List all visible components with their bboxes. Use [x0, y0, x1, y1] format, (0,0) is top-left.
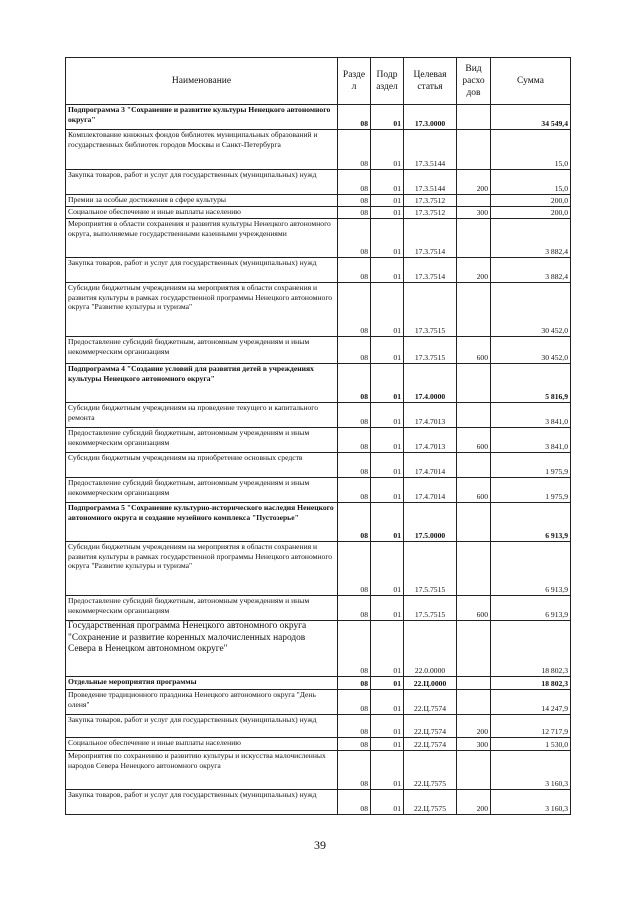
cell-target-article: 22.Ц.0000: [404, 677, 457, 690]
cell-sum: 6 913,9: [491, 542, 571, 596]
table-row: [66, 790, 571, 815]
cell-subsection: 01: [371, 542, 404, 596]
cell-subsection: 01: [371, 596, 404, 621]
cell-sum: 30 452,0: [491, 337, 571, 364]
table-row: [66, 503, 571, 542]
header-expense-kind: Вид расхо дов: [457, 58, 491, 105]
cell-sum: 12 717,9: [491, 715, 571, 738]
cell-subsection: 01: [371, 364, 404, 403]
cell-name: Государственная программа Ненецкого автономного округа "Сохранение и развитие коренных малочисленных народов Севера в Ненецком автономном округе": [66, 621, 338, 677]
cell-sum: 3 882,4: [491, 219, 571, 258]
cell-sum: 1 975,9: [491, 453, 571, 478]
header-name: Наименование: [66, 58, 338, 105]
table-row: [66, 195, 571, 207]
cell-subsection: 01: [371, 790, 404, 815]
cell-target-article: 17.3.5144: [404, 130, 457, 170]
cell-section: 08: [338, 403, 371, 428]
cell-subsection: 01: [371, 715, 404, 738]
cell-subsection: 01: [371, 621, 404, 677]
cell-sum: 14 247,9: [491, 690, 571, 715]
cell-sum: 1 975,9: [491, 478, 571, 503]
cell-target-article: 17.5.7515: [404, 542, 457, 596]
cell-subsection: 01: [371, 337, 404, 364]
cell-subsection: 01: [371, 105, 404, 130]
cell-section: 08: [338, 428, 371, 453]
cell-expense-kind: 600: [457, 478, 491, 503]
table-row: [66, 130, 571, 170]
table-row: [66, 542, 571, 596]
cell-section: 08: [338, 542, 371, 596]
cell-target-article: 17.3.0000: [404, 105, 457, 130]
table-row: [66, 478, 571, 503]
cell-expense-kind: [457, 542, 491, 596]
cell-name: Мероприятия по сохранению и развитию культуры и искусства малочисленных народов Севера Ненецкого автономного округа: [66, 751, 338, 790]
cell-section: 08: [338, 364, 371, 403]
cell-expense-kind: 600: [457, 596, 491, 621]
cell-name: Субсидии бюджетным учреждениям на приобретение основных средств: [66, 453, 338, 478]
cell-target-article: 17.3.7514: [404, 258, 457, 283]
cell-section: 08: [338, 207, 371, 219]
cell-section: 08: [338, 715, 371, 738]
table-row: [66, 677, 571, 690]
cell-target-article: 17.4.7014: [404, 478, 457, 503]
cell-target-article: 17.4.7014: [404, 453, 457, 478]
cell-target-article: 17.3.5144: [404, 170, 457, 195]
cell-subsection: 01: [371, 428, 404, 453]
cell-sum: 15,0: [491, 130, 571, 170]
cell-subsection: 01: [371, 453, 404, 478]
cell-subsection: 01: [371, 207, 404, 219]
cell-subsection: 01: [371, 478, 404, 503]
table-row: [66, 428, 571, 453]
cell-expense-kind: [457, 751, 491, 790]
cell-name: Мероприятия в области сохранения и развития культуры Ненецкого автономного округа, выполняемые государственными казенными учреждениями: [66, 219, 338, 258]
cell-subsection: 01: [371, 403, 404, 428]
header-target-article: Целевая статья: [404, 58, 457, 105]
cell-sum: 3 160,3: [491, 790, 571, 815]
cell-name: Премии за особые достижения в сфере культуры: [66, 195, 338, 207]
cell-target-article: 22.Ц.7575: [404, 751, 457, 790]
table-body: [66, 105, 571, 815]
cell-section: 08: [338, 621, 371, 677]
cell-name: Закупка товаров, работ и услуг для государственных (муниципальных) нужд: [66, 715, 338, 738]
cell-section: 08: [338, 195, 371, 207]
table-row: [66, 403, 571, 428]
budget-table-container: [65, 57, 571, 815]
cell-subsection: 01: [371, 219, 404, 258]
table-row: [66, 283, 571, 337]
cell-subsection: 01: [371, 258, 404, 283]
cell-expense-kind: [457, 105, 491, 130]
cell-section: 08: [338, 596, 371, 621]
cell-section: 08: [338, 790, 371, 815]
cell-sum: 200,0: [491, 207, 571, 219]
cell-name: Предоставление субсидий бюджетным, автономным учреждениям и иным некоммерческим организациям: [66, 596, 338, 621]
table-row: [66, 738, 571, 751]
cell-name: Социальное обеспечение и иные выплаты населению: [66, 207, 338, 219]
cell-sum: 6 913,9: [491, 596, 571, 621]
header-subsection: Подр аздел: [371, 58, 404, 105]
cell-target-article: 17.4.0000: [404, 364, 457, 403]
cell-sum: 200,0: [491, 195, 571, 207]
cell-expense-kind: [457, 195, 491, 207]
cell-section: 08: [338, 283, 371, 337]
cell-target-article: 22.Ц.7574: [404, 738, 457, 751]
cell-sum: 3 882,4: [491, 258, 571, 283]
cell-sum: 30 452,0: [491, 283, 571, 337]
table-row: [66, 690, 571, 715]
cell-subsection: 01: [371, 503, 404, 542]
budget-table: [65, 57, 571, 815]
cell-sum: 18 802,3: [491, 677, 571, 690]
table-row: [66, 364, 571, 403]
table-row: [66, 715, 571, 738]
cell-section: 08: [338, 105, 371, 130]
table-row: [66, 207, 571, 219]
cell-expense-kind: [457, 364, 491, 403]
header-sum: Сумма: [491, 58, 571, 105]
cell-expense-kind: 200: [457, 258, 491, 283]
cell-expense-kind: [457, 283, 491, 337]
cell-expense-kind: 200: [457, 170, 491, 195]
cell-target-article: 17.4.7013: [404, 403, 457, 428]
cell-sum: 3 841,0: [491, 428, 571, 453]
cell-subsection: 01: [371, 751, 404, 790]
table-row: [66, 596, 571, 621]
cell-subsection: 01: [371, 690, 404, 715]
cell-sum: 6 913,9: [491, 503, 571, 542]
cell-target-article: 22.Ц.7574: [404, 715, 457, 738]
cell-expense-kind: [457, 219, 491, 258]
cell-name: Субсидии бюджетным учреждениям на мероприятия в области сохранения и развития культуры в рамках государственной программы Ненецкого автономного округа "Развитие культуры и туризма": [66, 283, 338, 337]
cell-sum: 15,0: [491, 170, 571, 195]
cell-expense-kind: [457, 621, 491, 677]
cell-name: Предоставление субсидий бюджетным, автономным учреждениям и иным некоммерческим организациям: [66, 337, 338, 364]
cell-sum: 5 816,9: [491, 364, 571, 403]
cell-target-article: 22.0.0000: [404, 621, 457, 677]
cell-section: 08: [338, 690, 371, 715]
cell-sum: 3 160,3: [491, 751, 571, 790]
cell-section: 08: [338, 130, 371, 170]
cell-expense-kind: 600: [457, 428, 491, 453]
cell-expense-kind: [457, 130, 491, 170]
cell-target-article: 17.3.7515: [404, 337, 457, 364]
cell-sum: 18 802,3: [491, 621, 571, 677]
table-header-row: [66, 58, 571, 105]
cell-name: Закупка товаров, работ и услуг для государственных (муниципальных) нужд: [66, 258, 338, 283]
cell-name: Комплектование книжных фондов библиотек муниципальных образований и государственных библиотек городов Москвы и Санкт-Петербурга: [66, 130, 338, 170]
cell-expense-kind: 600: [457, 337, 491, 364]
cell-section: 08: [338, 337, 371, 364]
cell-name: Субсидии бюджетным учреждениям на мероприятия в области сохранения и развития культуры в рамках государственной программы Ненецкого автономного округа "Развитие культуры и туризма": [66, 542, 338, 596]
table-row: [66, 219, 571, 258]
cell-name: Закупка товаров, работ и услуг для государственных (муниципальных) нужд: [66, 790, 338, 815]
cell-section: 08: [338, 677, 371, 690]
cell-section: 08: [338, 738, 371, 751]
cell-subsection: 01: [371, 677, 404, 690]
cell-expense-kind: [457, 453, 491, 478]
cell-name: Социальное обеспечение и иные выплаты населению: [66, 738, 338, 751]
cell-target-article: 17.5.0000: [404, 503, 457, 542]
cell-target-article: 22.Ц.7575: [404, 790, 457, 815]
cell-subsection: 01: [371, 130, 404, 170]
cell-section: 08: [338, 503, 371, 542]
cell-sum: 3 841,0: [491, 403, 571, 428]
cell-name: Подпрограмма 3 "Сохранение и развитие культуры Ненецкого автономного округа": [66, 105, 338, 130]
cell-name: Отдельные мероприятия программы: [66, 677, 338, 690]
cell-expense-kind: [457, 690, 491, 715]
table-row: [66, 621, 571, 677]
cell-sum: 1 530,0: [491, 738, 571, 751]
cell-sum: 34 549,4: [491, 105, 571, 130]
cell-target-article: 22.Ц.7574: [404, 690, 457, 715]
cell-expense-kind: 200: [457, 715, 491, 738]
table-row: [66, 337, 571, 364]
cell-name: Закупка товаров, работ и услуг для государственных (муниципальных) нужд: [66, 170, 338, 195]
cell-expense-kind: 200: [457, 790, 491, 815]
cell-subsection: 01: [371, 195, 404, 207]
table-row: [66, 453, 571, 478]
cell-name: Предоставление субсидий бюджетным, автономным учреждениям и иным некоммерческим организациям: [66, 478, 338, 503]
cell-name: Субсидии бюджетным учреждениям на проведение текущего и капитального ремонта: [66, 403, 338, 428]
cell-section: 08: [338, 219, 371, 258]
cell-section: 08: [338, 258, 371, 283]
cell-target-article: 17.3.7512: [404, 195, 457, 207]
cell-target-article: 17.3.7515: [404, 283, 457, 337]
table-row: [66, 751, 571, 790]
header-section: Разде л: [338, 58, 371, 105]
cell-section: 08: [338, 170, 371, 195]
cell-target-article: 17.5.7515: [404, 596, 457, 621]
cell-target-article: 17.3.7512: [404, 207, 457, 219]
cell-subsection: 01: [371, 283, 404, 337]
cell-target-article: 17.3.7514: [404, 219, 457, 258]
cell-expense-kind: 300: [457, 738, 491, 751]
cell-expense-kind: [457, 403, 491, 428]
cell-name: Предоставление субсидий бюджетным, автономным учреждениям и иным некоммерческим организациям: [66, 428, 338, 453]
cell-section: 08: [338, 751, 371, 790]
page-number: 39: [314, 838, 326, 852]
table-row: [66, 258, 571, 283]
cell-subsection: 01: [371, 738, 404, 751]
cell-section: 08: [338, 453, 371, 478]
cell-section: 08: [338, 478, 371, 503]
cell-expense-kind: 300: [457, 207, 491, 219]
cell-expense-kind: [457, 503, 491, 542]
table-row: [66, 105, 571, 130]
cell-name: Подпрограмма 4 "Создание условий для развития детей в учреждениях культуры Ненецкого автономного округа": [66, 364, 338, 403]
cell-name: Проведение традиционного праздника Ненецкого автономного округа "День оленя": [66, 690, 338, 715]
cell-name: Подпрограмма 5 "Сохранение культурно-исторического наследия Ненецкого автономного округа и создание музейного комплекса "Пустозерье": [66, 503, 338, 542]
cell-subsection: 01: [371, 170, 404, 195]
cell-target-article: 17.4.7013: [404, 428, 457, 453]
table-row: [66, 170, 571, 195]
cell-expense-kind: [457, 677, 491, 690]
